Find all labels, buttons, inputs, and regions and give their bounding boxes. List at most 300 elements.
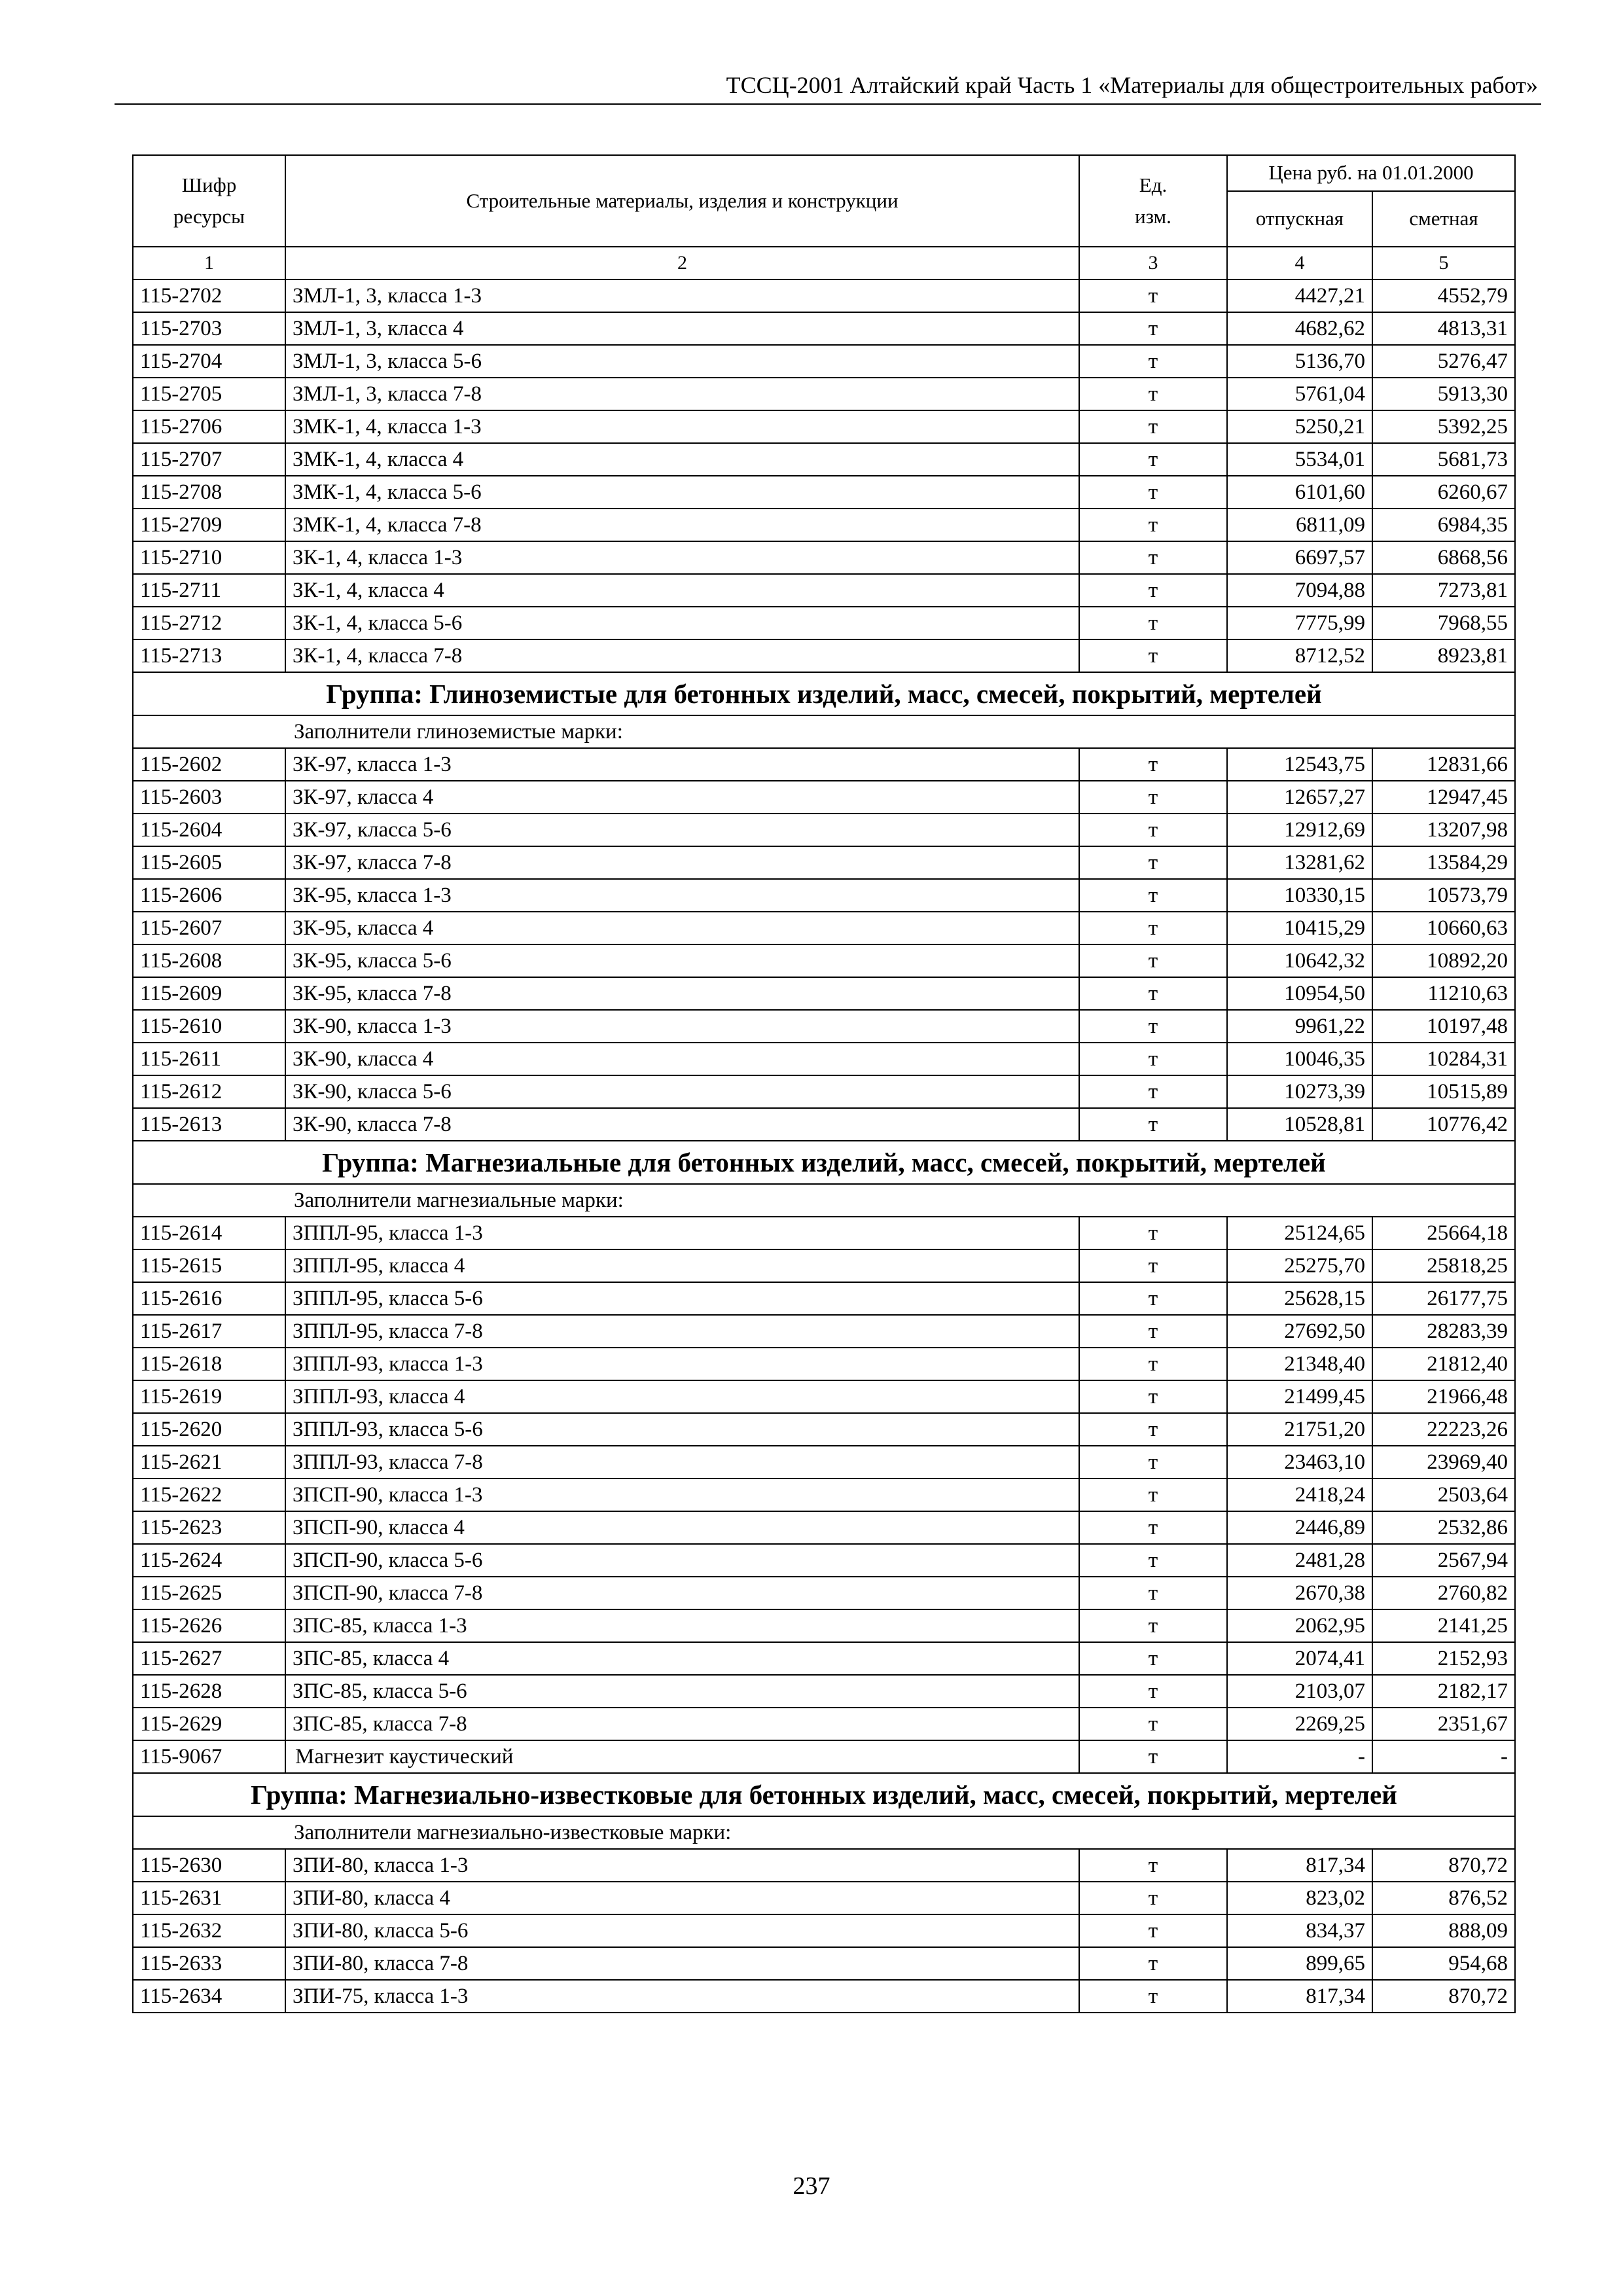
material-name: ЗПС-85, класса 4 [285,1642,1079,1675]
table-row [133,1217,1515,1249]
resource-code: 115-2702 [133,279,285,312]
subheading-row [133,1184,1515,1217]
group-heading: Группа: Глиноземистые для бетонных изделий, масс, смесей, покрытий, мертелей [133,672,1515,715]
table-row [133,443,1515,476]
resource-code: 115-2623 [133,1511,285,1544]
unit: т [1079,1043,1227,1075]
material-name: ЗК-1, 4, класса 4 [285,574,1079,607]
estimate-price: 23969,40 [1372,1446,1515,1479]
release-price: 2074,41 [1227,1642,1372,1675]
table-row [133,1609,1515,1642]
estimate-price: 12947,45 [1372,781,1515,814]
unit: т [1079,1849,1227,1882]
release-price: 9961,22 [1227,1010,1372,1043]
estimate-price: 10573,79 [1372,879,1515,912]
unit: т [1079,1740,1227,1773]
material-name: ЗППЛ-93, класса 7-8 [285,1446,1079,1479]
table-row [133,1348,1515,1380]
resource-code: 115-2628 [133,1675,285,1708]
unit: т [1079,1010,1227,1043]
material-name: ЗПИ-80, класса 5-6 [285,1914,1079,1947]
unit: т [1079,312,1227,345]
estimate-price: 2182,17 [1372,1675,1515,1708]
resource-code: 115-9067 [133,1740,285,1773]
material-name: ЗППЛ-93, класса 1-3 [285,1348,1079,1380]
estimate-price: 5392,25 [1372,410,1515,443]
estimate-price: 25664,18 [1372,1217,1515,1249]
table-row [133,1708,1515,1740]
material-name: ЗППЛ-95, класса 1-3 [285,1217,1079,1249]
table-row [133,912,1515,944]
estimate-price: 10515,89 [1372,1075,1515,1108]
resource-code: 115-2608 [133,944,285,977]
material-name: ЗППЛ-95, класса 5-6 [285,1282,1079,1315]
table-row [133,846,1515,879]
unit: т [1079,1380,1227,1413]
release-price: 25275,70 [1227,1249,1372,1282]
column-number: 5 [1372,247,1515,279]
release-price: 2481,28 [1227,1544,1372,1577]
table-row [133,1249,1515,1282]
unit: т [1079,1642,1227,1675]
resource-code: 115-2605 [133,846,285,879]
table-row [133,1479,1515,1511]
group-heading: Группа: Магнезиальные для бетонных изделий, масс, смесей, покрытий, мертелей [133,1141,1515,1184]
resource-code: 115-2633 [133,1947,285,1980]
estimate-price: 876,52 [1372,1882,1515,1914]
estimate-price: 7273,81 [1372,574,1515,607]
material-name: ЗК-95, класса 1-3 [285,879,1079,912]
price-table [132,154,1516,2013]
resource-code: 115-2632 [133,1914,285,1947]
table-row [133,944,1515,977]
release-price: 10046,35 [1227,1043,1372,1075]
release-price: 21499,45 [1227,1380,1372,1413]
unit: т [1079,476,1227,509]
release-price: 2269,25 [1227,1708,1372,1740]
table-row [133,1642,1515,1675]
table-row [133,1010,1515,1043]
unit: т [1079,1348,1227,1380]
release-price: 7775,99 [1227,607,1372,639]
unit: т [1079,1217,1227,1249]
table-row [133,476,1515,509]
resource-code: 115-2630 [133,1849,285,1882]
table-row [133,312,1515,345]
resource-code: 115-2704 [133,345,285,378]
group-heading-row [133,1141,1515,1184]
resource-code: 115-2611 [133,1043,285,1075]
release-price: - [1227,1740,1372,1773]
resource-code: 115-2620 [133,1413,285,1446]
resource-code: 115-2706 [133,410,285,443]
estimate-price: 8923,81 [1372,639,1515,672]
material-name: ЗК-95, класса 7-8 [285,977,1079,1010]
table-row [133,378,1515,410]
release-price: 6697,57 [1227,541,1372,574]
estimate-price: 13207,98 [1372,814,1515,846]
table-row [133,639,1515,672]
unit: т [1079,1882,1227,1914]
material-name: ЗМЛ-1, 3, класса 1-3 [285,279,1079,312]
release-price: 2062,95 [1227,1609,1372,1642]
unit: т [1079,1249,1227,1282]
running-header: ТССЦ-2001 Алтайский край Часть 1 «Материалы для общестроительных работ» [726,72,1538,98]
material-name: ЗМЛ-1, 3, класса 4 [285,312,1079,345]
unit: т [1079,345,1227,378]
material-name: ЗК-97, класса 7-8 [285,846,1079,879]
unit: т [1079,607,1227,639]
table-row [133,814,1515,846]
resource-code: 115-2610 [133,1010,285,1043]
table-row [133,977,1515,1010]
unit: т [1079,279,1227,312]
material-name: ЗК-95, класса 4 [285,912,1079,944]
resource-code: 115-2631 [133,1882,285,1914]
header-release-price: отпускная [1227,191,1372,247]
material-name: ЗК-1, 4, класса 7-8 [285,639,1079,672]
release-price: 823,02 [1227,1882,1372,1914]
table-body [133,279,1515,2013]
material-name: ЗПС-85, класса 5-6 [285,1675,1079,1708]
release-price: 2103,07 [1227,1675,1372,1708]
unit: т [1079,541,1227,574]
resource-code: 115-2629 [133,1708,285,1740]
estimate-price: 4552,79 [1372,279,1515,312]
table-row [133,410,1515,443]
resource-code: 115-2626 [133,1609,285,1642]
release-price: 10528,81 [1227,1108,1372,1141]
release-price: 817,34 [1227,1849,1372,1882]
unit: т [1079,1544,1227,1577]
estimate-price: - [1372,1740,1515,1773]
estimate-price: 6868,56 [1372,541,1515,574]
column-number: 4 [1227,247,1372,279]
material-name: ЗПИ-80, класса 7-8 [285,1947,1079,1980]
resource-code: 115-2709 [133,509,285,541]
release-price: 899,65 [1227,1947,1372,1980]
unit: т [1079,1413,1227,1446]
estimate-price: 21966,48 [1372,1380,1515,1413]
estimate-price: 25818,25 [1372,1249,1515,1282]
unit: т [1079,1609,1227,1642]
subheading-row [133,715,1515,748]
estimate-price: 10284,31 [1372,1043,1515,1075]
material-name: ЗК-90, класса 1-3 [285,1010,1079,1043]
release-price: 12657,27 [1227,781,1372,814]
release-price: 27692,50 [1227,1315,1372,1348]
unit: т [1079,944,1227,977]
estimate-price: 5681,73 [1372,443,1515,476]
release-price: 8712,52 [1227,639,1372,672]
estimate-price: 2152,93 [1372,1642,1515,1675]
resource-code: 115-2624 [133,1544,285,1577]
table-row [133,541,1515,574]
estimate-price: 10660,63 [1372,912,1515,944]
resource-code: 115-2614 [133,1217,285,1249]
group-heading-row [133,1773,1515,1816]
resource-code: 115-2604 [133,814,285,846]
table-row [133,509,1515,541]
estimate-price: 2503,64 [1372,1479,1515,1511]
table-row [133,1849,1515,1882]
resource-code: 115-2625 [133,1577,285,1609]
estimate-price: 11210,63 [1372,977,1515,1010]
table-row [133,1511,1515,1544]
resource-code: 115-2613 [133,1108,285,1141]
material-name: ЗПИ-75, класса 1-3 [285,1980,1079,2013]
resource-code: 115-2606 [133,879,285,912]
unit: т [1079,1947,1227,1980]
unit: т [1079,814,1227,846]
material-name: ЗК-90, класса 5-6 [285,1075,1079,1108]
table-row [133,1577,1515,1609]
material-name: ЗК-95, класса 5-6 [285,944,1079,977]
header-unit: Ед. изм. [1079,155,1227,247]
release-price: 13281,62 [1227,846,1372,879]
resource-code: 115-2711 [133,574,285,607]
estimate-price: 13584,29 [1372,846,1515,879]
material-name: ЗПС-85, класса 7-8 [285,1708,1079,1740]
estimate-price: 6260,67 [1372,476,1515,509]
table-row [133,1882,1515,1914]
unit: т [1079,509,1227,541]
resource-code: 115-2603 [133,781,285,814]
release-price: 2670,38 [1227,1577,1372,1609]
unit: т [1079,846,1227,879]
unit: т [1079,1075,1227,1108]
table-row [133,1446,1515,1479]
estimate-price: 6984,35 [1372,509,1515,541]
material-name: ЗМК-1, 4, класса 5-6 [285,476,1079,509]
resource-code: 115-2607 [133,912,285,944]
release-price: 10273,39 [1227,1075,1372,1108]
estimate-price: 2532,86 [1372,1511,1515,1544]
resource-code: 115-2703 [133,312,285,345]
column-numbers-row [133,247,1515,279]
material-name: ЗППЛ-95, класса 7-8 [285,1315,1079,1348]
release-price: 25124,65 [1227,1217,1372,1249]
estimate-price: 21812,40 [1372,1348,1515,1380]
table-row [133,1075,1515,1108]
release-price: 5534,01 [1227,443,1372,476]
material-name: ЗМЛ-1, 3, класса 7-8 [285,378,1079,410]
table-row [133,1043,1515,1075]
release-price: 2446,89 [1227,1511,1372,1544]
header-name: Строительные материалы, изделия и конструкции [285,155,1079,247]
resource-code: 115-2634 [133,1980,285,2013]
table-row [133,1675,1515,1708]
estimate-price: 2567,94 [1372,1544,1515,1577]
material-name: ЗПСП-90, класса 5-6 [285,1544,1079,1577]
group-heading-row [133,672,1515,715]
table-row [133,1108,1515,1141]
release-price: 5250,21 [1227,410,1372,443]
unit: т [1079,1282,1227,1315]
release-price: 12543,75 [1227,748,1372,781]
resource-code: 115-2710 [133,541,285,574]
release-price: 25628,15 [1227,1282,1372,1315]
release-price: 5136,70 [1227,345,1372,378]
subheading-row [133,1816,1515,1849]
estimate-price: 10776,42 [1372,1108,1515,1141]
table-row [133,1947,1515,1980]
release-price: 21751,20 [1227,1413,1372,1446]
material-name: ЗМЛ-1, 3, класса 5-6 [285,345,1079,378]
material-name: ЗК-97, класса 5-6 [285,814,1079,846]
estimate-price: 888,09 [1372,1914,1515,1947]
release-price: 4682,62 [1227,312,1372,345]
unit: т [1079,1479,1227,1511]
resource-code: 115-2615 [133,1249,285,1282]
material-name: ЗПСП-90, класса 7-8 [285,1577,1079,1609]
material-name: ЗПС-85, класса 1-3 [285,1609,1079,1642]
material-name: ЗК-90, класса 4 [285,1043,1079,1075]
table-row [133,1914,1515,1947]
material-name: Магнезит каустический [285,1740,1079,1773]
estimate-price: 5276,47 [1372,345,1515,378]
release-price: 21348,40 [1227,1348,1372,1380]
unit: т [1079,879,1227,912]
unit: т [1079,1577,1227,1609]
release-price: 10415,29 [1227,912,1372,944]
header-estimate-price: сметная [1372,191,1515,247]
material-name: ЗПИ-80, класса 4 [285,1882,1079,1914]
column-number: 3 [1079,247,1227,279]
table-row [133,879,1515,912]
material-name: ЗМК-1, 4, класса 1-3 [285,410,1079,443]
unit: т [1079,1980,1227,2013]
resource-code: 115-2621 [133,1446,285,1479]
table-row [133,1315,1515,1348]
release-price: 12912,69 [1227,814,1372,846]
material-name: ЗК-97, класса 1-3 [285,748,1079,781]
material-name: ЗМК-1, 4, класса 4 [285,443,1079,476]
resource-code: 115-2619 [133,1380,285,1413]
material-name: ЗК-1, 4, класса 5-6 [285,607,1079,639]
release-price: 6101,60 [1227,476,1372,509]
subheading: Заполнители магнезиально-известковые марки: [133,1816,1515,1849]
table-row [133,607,1515,639]
material-name: ЗППЛ-93, класса 4 [285,1380,1079,1413]
unit: т [1079,574,1227,607]
table-row [133,279,1515,312]
release-price: 2418,24 [1227,1479,1372,1511]
header-code: Шифр ресурсы [133,155,285,247]
estimate-price: 2141,25 [1372,1609,1515,1642]
subheading: Заполнители магнезиальные марки: [133,1184,1515,1217]
release-price: 817,34 [1227,1980,1372,2013]
column-number: 2 [285,247,1079,279]
unit: т [1079,378,1227,410]
resource-code: 115-2705 [133,378,285,410]
unit: т [1079,1446,1227,1479]
resource-code: 115-2627 [133,1642,285,1675]
resource-code: 115-2618 [133,1348,285,1380]
estimate-price: 2760,82 [1372,1577,1515,1609]
unit: т [1079,443,1227,476]
resource-code: 115-2713 [133,639,285,672]
table-row [133,574,1515,607]
table-row [133,345,1515,378]
table-row [133,1740,1515,1773]
release-price: 10954,50 [1227,977,1372,1010]
header-rule [115,103,1541,105]
table-row [133,1282,1515,1315]
table-row [133,1980,1515,2013]
release-price: 10642,32 [1227,944,1372,977]
material-name: ЗПСП-90, класса 1-3 [285,1479,1079,1511]
release-price: 5761,04 [1227,378,1372,410]
resource-code: 115-2602 [133,748,285,781]
material-name: ЗК-90, класса 7-8 [285,1108,1079,1141]
material-name: ЗК-97, класса 4 [285,781,1079,814]
unit: т [1079,781,1227,814]
group-heading: Группа: Магнезиально-известковые для бетонных изделий, масс, смесей, покрытий, мертелей [133,1773,1515,1816]
resource-code: 115-2712 [133,607,285,639]
material-name: ЗПСП-90, класса 4 [285,1511,1079,1544]
subheading: Заполнители глиноземистые марки: [133,715,1515,748]
material-name: ЗПИ-80, класса 1-3 [285,1849,1079,1882]
page-number: 237 [793,2172,830,2200]
unit: т [1079,1914,1227,1947]
unit: т [1079,912,1227,944]
resource-code: 115-2609 [133,977,285,1010]
table-row [133,1544,1515,1577]
unit: т [1079,1108,1227,1141]
estimate-price: 954,68 [1372,1947,1515,1980]
header-price: Цена руб. на 01.01.2000 [1227,155,1515,191]
estimate-price: 2351,67 [1372,1708,1515,1740]
estimate-price: 870,72 [1372,1980,1515,2013]
estimate-price: 10197,48 [1372,1010,1515,1043]
resource-code: 115-2617 [133,1315,285,1348]
unit: т [1079,639,1227,672]
release-price: 23463,10 [1227,1446,1372,1479]
unit: т [1079,1511,1227,1544]
unit: т [1079,410,1227,443]
material-name: ЗМК-1, 4, класса 7-8 [285,509,1079,541]
estimate-price: 28283,39 [1372,1315,1515,1348]
unit: т [1079,1675,1227,1708]
table-row [133,748,1515,781]
release-price: 7094,88 [1227,574,1372,607]
estimate-price: 7968,55 [1372,607,1515,639]
material-name: ЗК-1, 4, класса 1-3 [285,541,1079,574]
estimate-price: 10892,20 [1372,944,1515,977]
unit: т [1079,1315,1227,1348]
table-row [133,1413,1515,1446]
estimate-price: 5913,30 [1372,378,1515,410]
estimate-price: 4813,31 [1372,312,1515,345]
column-number: 1 [133,247,285,279]
table-row [133,1380,1515,1413]
material-name: ЗППЛ-95, класса 4 [285,1249,1079,1282]
release-price: 10330,15 [1227,879,1372,912]
unit: т [1079,977,1227,1010]
estimate-price: 26177,75 [1372,1282,1515,1315]
resource-code: 115-2708 [133,476,285,509]
resource-code: 115-2622 [133,1479,285,1511]
release-price: 4427,21 [1227,279,1372,312]
estimate-price: 870,72 [1372,1849,1515,1882]
unit: т [1079,748,1227,781]
resource-code: 115-2707 [133,443,285,476]
estimate-price: 22223,26 [1372,1413,1515,1446]
unit: т [1079,1708,1227,1740]
resource-code: 115-2616 [133,1282,285,1315]
release-price: 834,37 [1227,1914,1372,1947]
